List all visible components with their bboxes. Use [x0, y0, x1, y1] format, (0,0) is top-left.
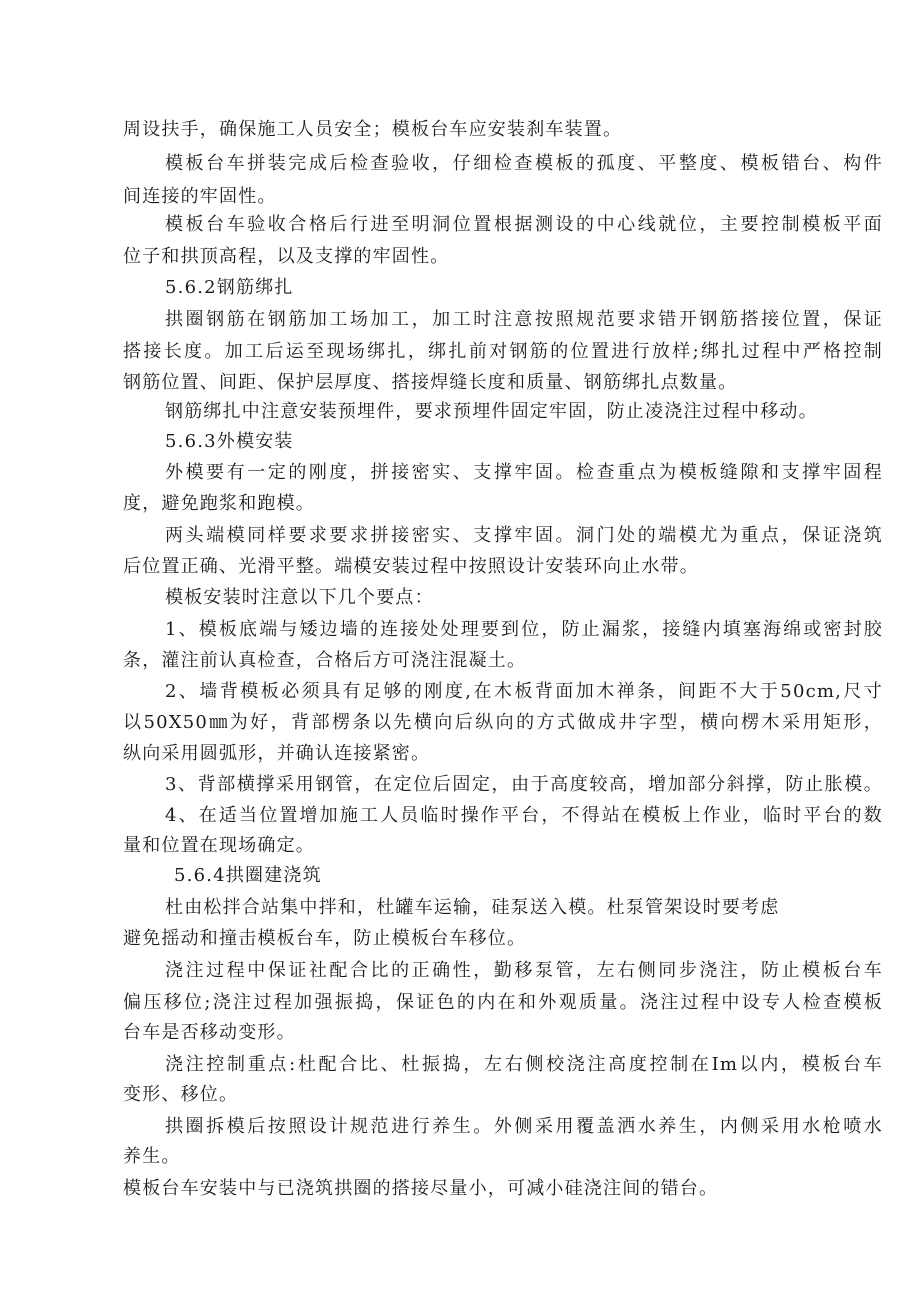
section-heading: 5.6.3外模安装	[165, 431, 294, 452]
text-line: 台车是否移动变形。	[123, 1022, 296, 1043]
text-line: 1、模板底端与矮边墙的连接处处理要到位，防止漏浆，接缝内填塞海绵或密封胶	[165, 619, 883, 640]
text-line: 浇注控制重点:杜配合比、杜振捣，左右侧校浇注高度控制在Im以内，模板台车	[165, 1054, 883, 1075]
text-line: 以50X50㎜为好，背部楞条以先横向后纵向的方式做成井字型，横向楞木采用矩形，	[123, 712, 883, 733]
text-line: 量和位置在现场确定。	[123, 835, 315, 856]
text-line: 周设扶手，确保施工人员安全；模板台车应安装刹车装置。	[123, 119, 623, 140]
text-line: 杜由松拌合站集中拌和，杜罐车运输，硅泵送入模。杜泵管架设时要考虑	[165, 897, 780, 918]
text-line: 模板台车安装中与已浇筑拱圈的搭接尽量小，可减小硅浇注间的错台。	[123, 1178, 719, 1199]
text-line: 养生。	[123, 1146, 181, 1167]
text-line: 间连接的牢固性。	[123, 186, 277, 207]
text-line: 位子和拱顶高程，以及支撑的牢固性。	[123, 246, 450, 267]
section-heading: 5.6.2钢筋绑扎	[165, 277, 294, 298]
text-line: 模板安装时注意以下几个要点：	[165, 587, 434, 608]
text-line: 避免摇动和撞击模板台车，防止模板台车移位。	[123, 928, 527, 949]
text-line: 偏压移位;浇注过程加强振捣，保证色的内在和外观质量。浇注过程中设专人检查模板	[123, 992, 883, 1013]
text-line: 2、墙背模板必须具有足够的刚度,在木板背面加木禅条，间距不大于50cm,尺寸	[165, 681, 883, 702]
text-line: 纵向采用圆弧形，并确认连接紧密。	[123, 743, 431, 764]
text-line: 钢筋位置、间距、保护层厚度、搭接焊缝长度和质量、钢筋绑扎点数量。	[123, 372, 738, 393]
text-line: 条，灌注前认真检查，合格后方可浇注混凝土。	[123, 650, 527, 671]
text-line: 搭接长度。加工后运至现场绑扎，绑扎前对钢筋的位置进行放样;绑扎过程中严格控制	[123, 341, 883, 362]
text-line: 外模要有一定的刚度，拼接密实、支撑牢固。检查重点为模板缝隙和支撑牢固程	[165, 462, 883, 483]
text-line: 模板台车验收合格后行进至明洞位置根据测设的中心线就位，主要控制模板平面	[165, 214, 883, 235]
text-line: 拱圈拆模后按照设计规范进行养生。外侧采用覆盖洒水养生，内侧采用水枪喷水	[165, 1116, 883, 1137]
text-line: 度，避免跑浆和跑模。	[123, 493, 315, 514]
text-line: 变形、移位。	[123, 1084, 239, 1105]
text-line: 后位置正确、光滑平整。端模安装过程中按照设计安装环向止水带。	[123, 556, 699, 577]
text-line: 4、在适当位置增加施工人员临时操作平台，不得站在模板上作业，临时平台的数	[165, 805, 883, 826]
text-line: 拱圈钢筋在钢筋加工场加工，加工时注意按照规范要求错开钢筋搭接位置，保证	[165, 309, 883, 330]
text-line: 两头端模同样要求要求拼接密实、支撑牢固。洞门处的端模尤为重点，保证浇筑	[165, 525, 883, 546]
text-line: 3、背部横撑采用钢管，在定位后固定，由于高度较高，增加部分斜撑，防止胀模。	[165, 774, 883, 795]
text-line: 浇注过程中保证社配合比的正确性，勤移泵管，左右侧同步浇注，防止模板台车	[165, 960, 883, 981]
text-line: 钢筋绑扎中注意安装预埋件，要求预埋件固定牢固，防止凌浇注过程中移动。	[165, 401, 818, 422]
section-heading: 5.6.4拱圈建浇筑	[174, 865, 322, 886]
text-line: 模板台车拼装完成后检查验收，仔细检查模板的孤度、平整度、模板错台、构件	[165, 153, 883, 174]
